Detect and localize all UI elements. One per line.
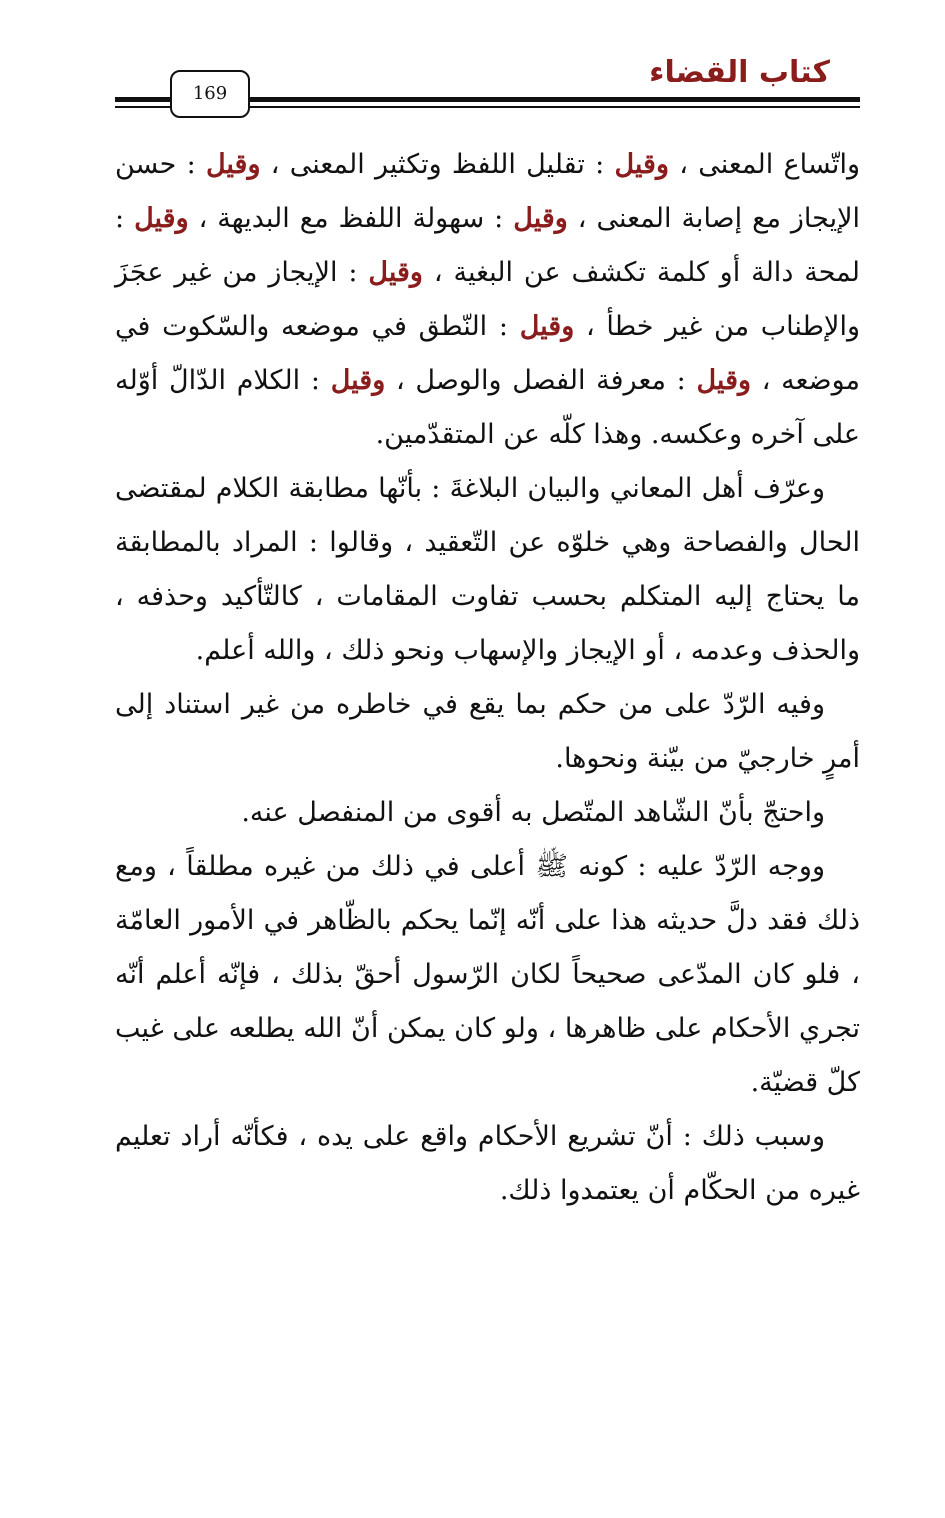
paragraph xyxy=(115,1110,860,1218)
text-segment: : الكلام الدّالّ أوّله على آخره وعكسه. وهذا كلّه عن المتقدّمين. xyxy=(115,365,860,450)
text-segment: : النّطق في موضعه والسّكوت في موضعه ، xyxy=(115,311,861,396)
text-segment: ووجه الرّدّ عليه : كونه ﷺ أعلى في ذلك من غيره مطلقاً ، ومع ذلك فقد دلَّ حديثه هذا على أنّه إنّما يحكم بالظّاهر في الأمور العامّة ، فلو كان المدّعى صحيحاً لكان الرّسول أحقّ بذلك ، فإنّه أعلم أنّه تجري الأحكام على ظاهرها ، ولو كان يمكن أنّ الله يطلعه على غيب كلّ قضيّة. xyxy=(115,851,860,1098)
paragraph xyxy=(115,840,860,1110)
book-title: كتاب القضاء xyxy=(649,55,830,90)
text-segment: وفيه الرّدّ على من حكم بما يقع في خاطره من غير استناد إلى أمرٍ خارجيّ من بيّنة ونحوها. xyxy=(115,689,860,774)
qila-marker: وقيل xyxy=(134,203,189,234)
text-segment: واتّساع المعنى ، xyxy=(669,149,860,180)
paragraph xyxy=(115,462,860,678)
paragraph xyxy=(115,678,860,786)
qila-marker: وقيل xyxy=(205,149,261,180)
qila-marker: وقيل xyxy=(519,311,575,342)
text-segment: : سهولة اللفظ مع البديهة ، xyxy=(188,203,514,234)
text-segment: واحتجّ بأنّ الشّاهد المتّصل به أقوى من المنفصل عنه. xyxy=(241,797,825,828)
qila-marker: وقيل xyxy=(368,257,423,288)
paragraph xyxy=(115,138,860,462)
qila-marker: وقيل xyxy=(614,149,669,180)
qila-marker: وقيل xyxy=(696,365,752,396)
qila-marker: وقيل xyxy=(330,365,386,396)
page-header xyxy=(0,0,945,130)
text-segment: : حسن الإيجاز مع إصابة المعنى ، xyxy=(115,149,860,234)
text-segment: وعرّف أهل المعاني والبيان البلاغةَ : بأنّها مطابقة الكلام لمقتضى الحال والفصاحة وهي خلوّه عن التّعقيد ، وقالوا : المراد بالمطابقة ما يحتاج إليه المتكلم بحسب تفاوت المقامات ، كالتّأكيد وحذفه ، والحذف وعدمه ، أو الإيجاز والإسهاب ونحو ذلك ، والله أعلم. xyxy=(115,473,860,666)
text-segment: : الإيجاز من غير عجَزَ والإطناب من غير خطأ ، xyxy=(115,257,860,342)
page-body xyxy=(115,138,860,1218)
text-segment: : تقليل اللفظ وتكثير المعنى ، xyxy=(260,149,615,180)
paragraph xyxy=(115,786,860,840)
page-number: 169 xyxy=(170,70,250,118)
text-segment: وسبب ذلك : أنّ تشريع الأحكام واقع على يده ، فكأنّه أراد تعليم غيره من الحكّام أن يعتمدوا ذلك. xyxy=(115,1121,860,1206)
text-segment: : معرفة الفصل والوصل ، xyxy=(385,365,697,396)
qila-marker: وقيل xyxy=(513,203,568,234)
text-segment: : لمحة دالة أو كلمة تكشف عن البغية ، xyxy=(115,203,860,288)
